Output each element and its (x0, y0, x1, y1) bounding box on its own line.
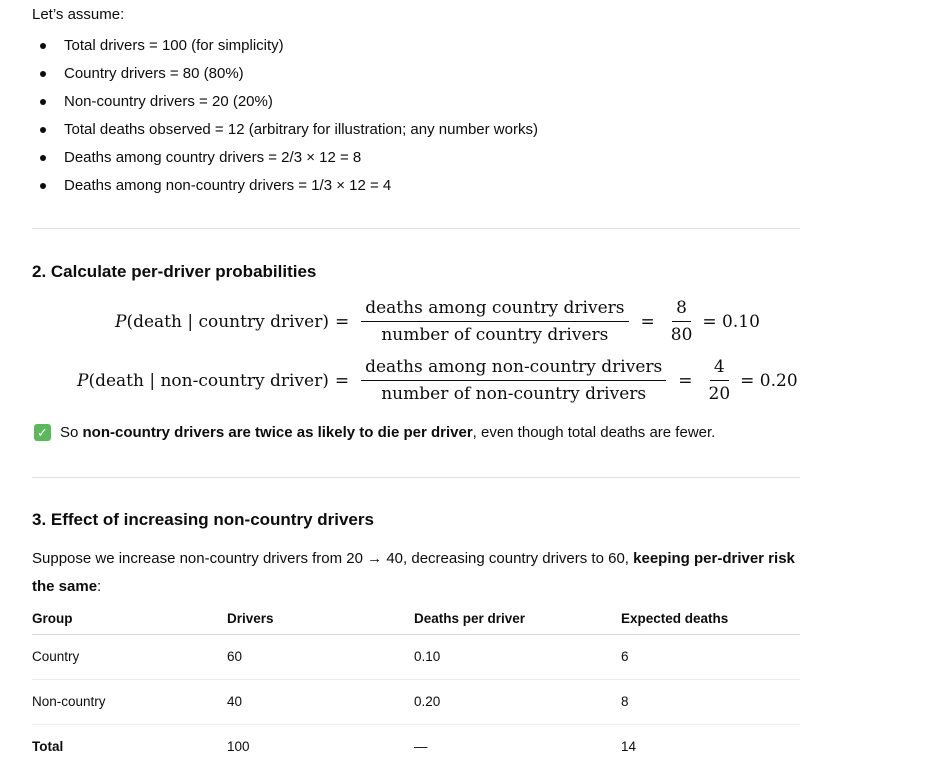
equation-non-country: P (death | non-country driver) = $\frac{\text{deaths among non-country drivers}}{\text{number of non-country drivers}}$ = $\frac{4}{20}$ = 0.20 (77, 357, 798, 404)
column-header: Deaths per driver (414, 603, 621, 634)
table-row (32, 634, 800, 679)
list-item: Deaths among country drivers = 2/3 × 12 = 8 (32, 148, 538, 176)
table-cell: 60 (227, 634, 414, 679)
column-header: Drivers (227, 603, 414, 634)
bullet-icon (40, 99, 46, 105)
list-item: Total drivers = 100 (for simplicity) (32, 36, 538, 64)
fraction: $\frac{8}{80}$ (670, 298, 693, 345)
assumption-list (32, 36, 538, 204)
table-cell: Country (32, 634, 227, 679)
bullet-icon (40, 127, 46, 133)
table-row (32, 724, 800, 765)
section-2-heading: 2. Calculate per-driver probabilities (32, 262, 317, 281)
table-cell: 8 (621, 679, 800, 724)
effect-table (32, 603, 800, 765)
check-mark-icon: ✓ (34, 424, 51, 441)
table-cell: 14 (621, 739, 637, 755)
bullet-icon (40, 155, 46, 161)
list-item: Total deaths observed = 12 (arbitrary for illustration; any number works) (32, 120, 538, 148)
suppose-paragraph: Suppose we increase non-country drivers from 20 → 40, decreasing country drivers to 60, keeping per-driver risk the same: (32, 550, 795, 595)
divider (32, 228, 800, 229)
table-cell: 100 (227, 739, 250, 755)
bullet-icon (40, 71, 46, 77)
table-cell: 40 (227, 679, 414, 724)
list-item: Deaths among non-country drivers = 1/3 × 12 = 4 (32, 176, 538, 204)
list-item: Non-country drivers = 20 (20%) (32, 92, 538, 120)
column-header: Group (32, 603, 227, 634)
fraction: $\frac{4}{20}$ (708, 357, 731, 404)
fraction: $\frac{\text{deaths among country drivers}}{\text{number of country drivers}}$ (361, 298, 628, 345)
bullet-icon (40, 183, 46, 189)
table-cell: Total (32, 739, 64, 755)
column-header: Expected deaths (621, 603, 800, 634)
section-3-heading: 3. Effect of increasing non-country drivers (32, 510, 374, 529)
fraction: $\frac{\text{deaths among non-country drivers}}{\text{number of non-country drivers}}$ (361, 357, 666, 404)
table-cell: 0.20 (414, 679, 621, 724)
table-cell: Non-country (32, 679, 227, 724)
divider (32, 477, 800, 478)
bullet-icon (40, 43, 46, 49)
table-cell: 0.10 (414, 634, 621, 679)
equation-country: P (death | country driver) = $\frac{\text{deaths among country drivers}}{\text{number of country drivers}}$ = $\frac{8}{80}$ = 0.10 (115, 298, 760, 345)
conclusion-line: ✓ So non-country drivers are twice as likely to die per driver , even though total deaths are fewer. (32, 424, 715, 441)
table-row (32, 679, 800, 724)
list-item: Country drivers = 80 (80%) (32, 64, 538, 92)
table-header-row (32, 603, 800, 634)
table-cell: 6 (621, 634, 800, 679)
intro-text: Let’s assume: (32, 6, 125, 23)
table-cell: — (414, 739, 428, 755)
